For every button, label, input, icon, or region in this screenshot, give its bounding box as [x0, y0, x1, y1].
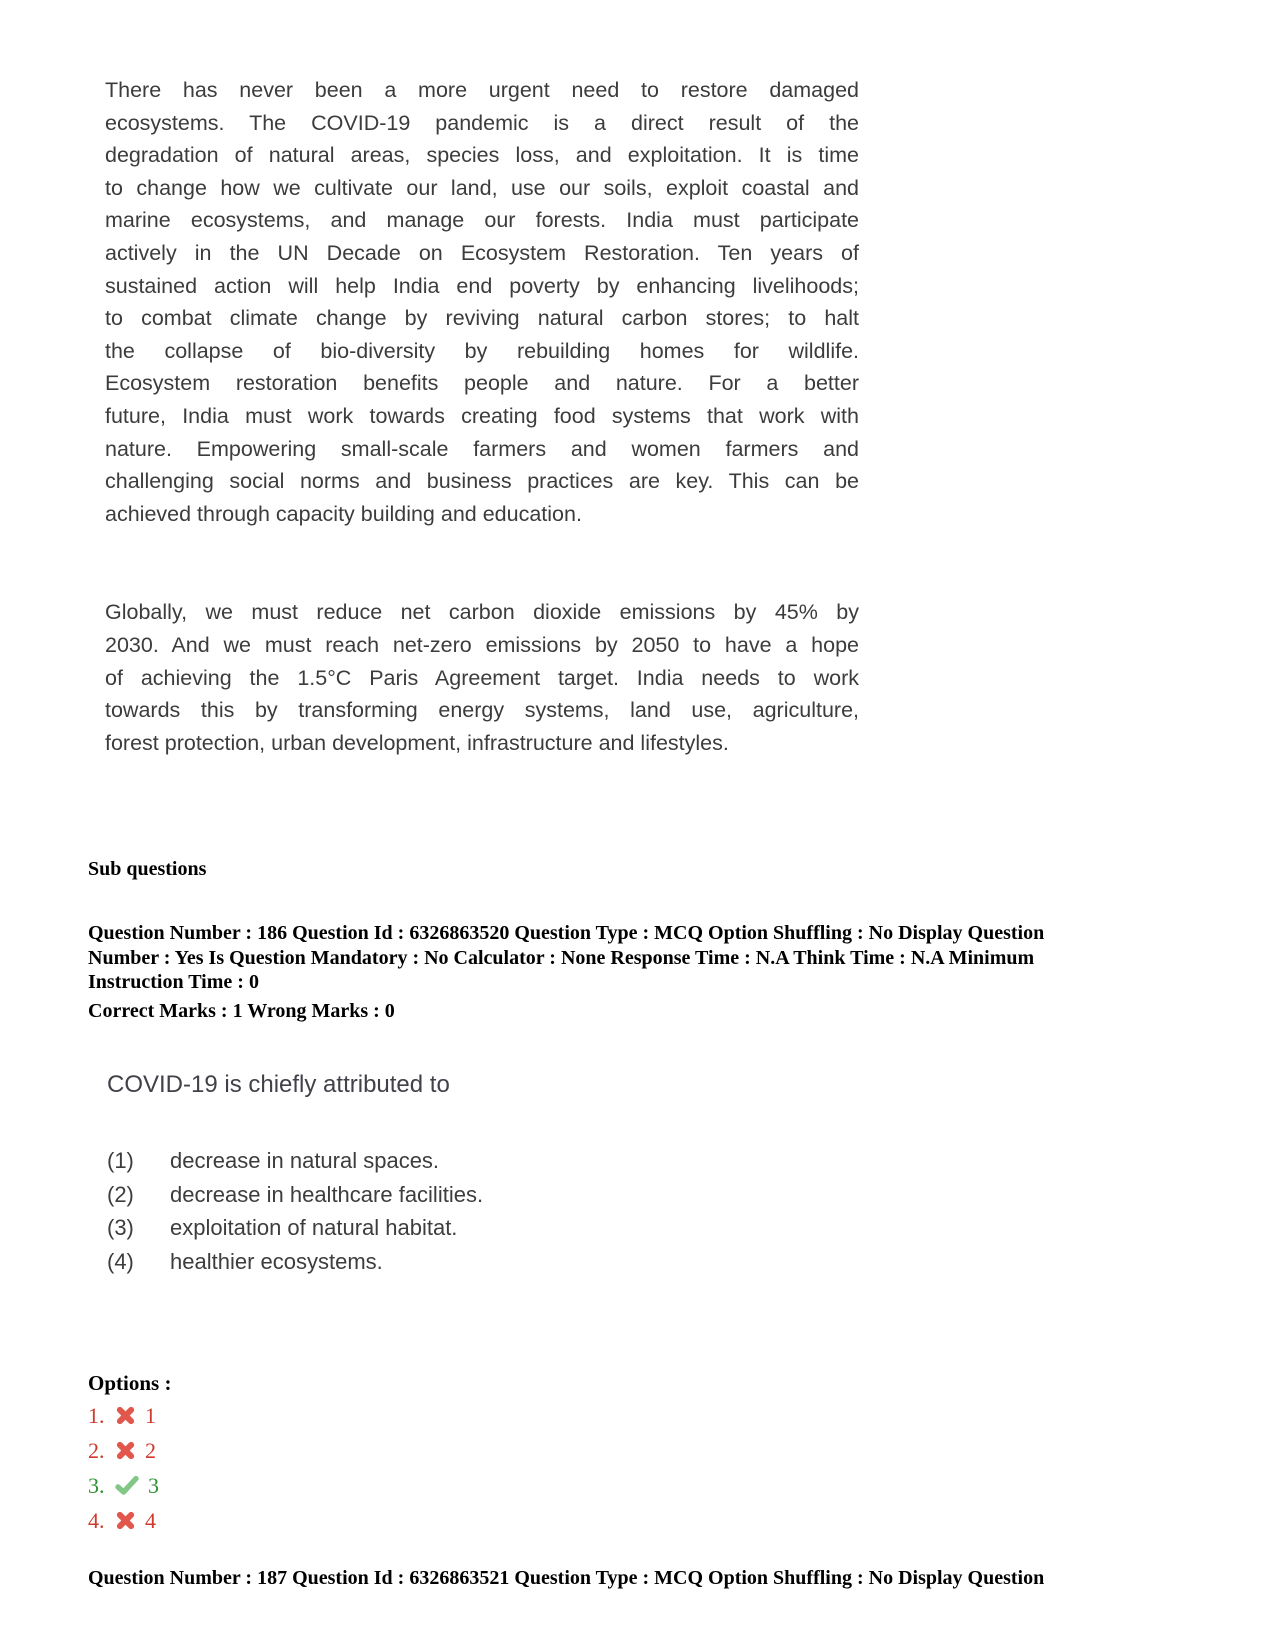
- passage-line: the collapse of bio-diversity by rebuilding homes for wildlife.: [105, 338, 859, 363]
- passage-paragraph-2: [105, 596, 859, 759]
- options-heading: Options :: [88, 1371, 172, 1395]
- passage-line: marine ecosystems, and manage our forests. India must participate: [105, 208, 859, 233]
- passage-line: Globally, we must reduce net carbon dioxide emissions by 45% by: [105, 600, 859, 625]
- choice-row: [107, 1211, 483, 1245]
- metadata-line: Instruction Time : 0: [88, 971, 259, 994]
- passage-line: to combat climate change by reviving natural carbon stores; to halt: [105, 306, 859, 331]
- option-index: 1.: [88, 1402, 105, 1428]
- answer-option-row: [88, 1503, 159, 1538]
- passage-line: of achieving the 1.5°C Paris Agreement target. India needs to work: [105, 665, 859, 690]
- passage-line: future, India must work towards creating food systems that work with: [105, 403, 859, 428]
- answer-option-row: [88, 1433, 159, 1468]
- option-index: 2.: [88, 1437, 105, 1463]
- passage-line: actively in the UN Decade on Ecosystem Restoration. Ten years of: [105, 240, 859, 265]
- passage-line: Ecosystem restoration benefits people and nature. For a better: [105, 371, 859, 396]
- sub-questions-heading: Sub questions: [88, 858, 207, 880]
- option-value: 1: [145, 1402, 156, 1428]
- passage-line: forest protection, urban development, infrastructure and lifestyles.: [105, 730, 729, 755]
- option-index: 4.: [88, 1507, 105, 1533]
- option-index: 3.: [88, 1472, 105, 1498]
- option-value: 4: [145, 1507, 156, 1533]
- question-187-metadata: Question Number : 187 Question Id : 6326863521 Question Type : MCQ Option Shuffling : No Display Question: [88, 1567, 1045, 1589]
- choice-text: healthier ecosystems.: [170, 1248, 383, 1274]
- choice-text: decrease in natural spaces.: [170, 1148, 440, 1173]
- cross-icon: [115, 1511, 136, 1530]
- passage-line: 2030. And we must reach net-zero emissions by 2050 to have a hope: [105, 632, 859, 657]
- question-186-metadata: [88, 921, 1044, 995]
- option-value: 3: [148, 1472, 159, 1498]
- question-186-marks: Correct Marks : 1 Wrong Marks : 0: [88, 1000, 395, 1022]
- question-186-text: COVID-19 is chiefly attributed to: [107, 1071, 450, 1098]
- choice-text: decrease in healthcare facilities.: [170, 1181, 484, 1207]
- choice-number: (3): [107, 1215, 134, 1240]
- passage-line: achieved through capacity building and education.: [105, 501, 582, 526]
- answer-option-row: [88, 1398, 159, 1433]
- passage-line: There has never been a more urgent need to restore damaged: [105, 78, 859, 102]
- choice-row: [107, 1245, 483, 1279]
- choice-row: [107, 1178, 483, 1212]
- choice-number: (2): [107, 1181, 134, 1207]
- passage-line: to change how we cultivate our land, use our soils, exploit coastal and: [105, 175, 859, 200]
- metadata-line: Number : Yes Is Question Mandatory : No Calculator : None Response Time : N.A Think Time : N.A Minimum: [88, 946, 1035, 969]
- passage-line: challenging social norms and business practices are key. This can be: [105, 469, 859, 494]
- passage-line: sustained action will help India end poverty by enhancing livelihoods;: [105, 273, 859, 298]
- passage-line: ecosystems. The COVID-19 pandemic is a direct result of the: [105, 110, 859, 135]
- cross-icon: [115, 1406, 136, 1425]
- option-value: 2: [145, 1437, 156, 1463]
- passage-line: nature. Empowering small-scale farmers and women farmers and: [105, 436, 859, 461]
- reading-passage: [105, 74, 859, 759]
- cross-icon: [115, 1441, 136, 1460]
- passage-line: towards this by transforming energy systems, land use, agriculture,: [105, 698, 859, 723]
- passage-line: degradation of natural areas, species loss, and exploitation. It is time: [105, 143, 859, 168]
- choice-number: (4): [107, 1248, 134, 1274]
- answer-option-row: [88, 1468, 159, 1503]
- check-icon: [115, 1476, 139, 1495]
- question-186-answer-options: [88, 1398, 159, 1538]
- choice-number: (1): [107, 1148, 134, 1173]
- metadata-line: Question Number : 186 Question Id : 6326863520 Question Type : MCQ Option Shuffling : No Display Question: [88, 922, 1045, 944]
- choice-row: [107, 1144, 483, 1178]
- passage-paragraph-1: [105, 74, 859, 530]
- question-186-choices: [107, 1144, 483, 1278]
- choice-text: exploitation of natural habitat.: [170, 1215, 458, 1240]
